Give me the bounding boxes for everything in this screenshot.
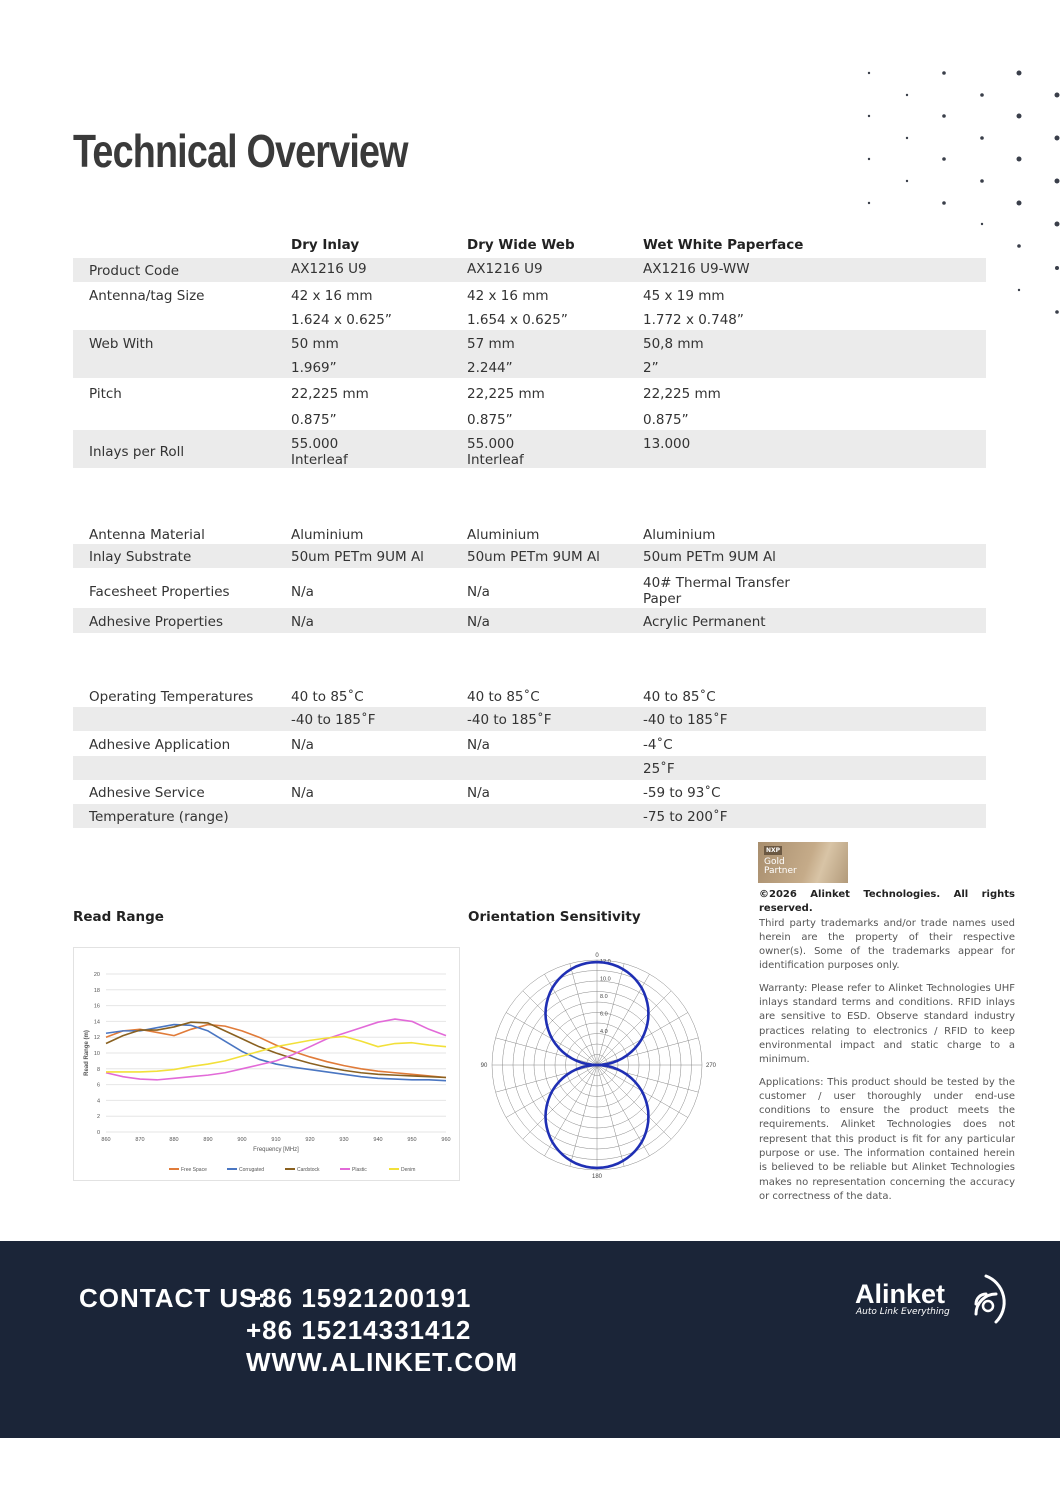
page-title: Technical Overview: [73, 125, 408, 177]
y-tick-label: 8: [96, 1066, 100, 1073]
column-header-dry-inlay: Dry Inlay: [291, 237, 360, 253]
cell: 1.969”: [291, 360, 337, 376]
orientation-polar-chart: [470, 952, 720, 1180]
legend-label: Denim: [401, 1167, 416, 1173]
table-row: [73, 430, 986, 468]
y-tick-label: 6: [96, 1082, 100, 1089]
y-tick-label: 18: [93, 987, 100, 994]
copyright-notice: ©2026 Alinket Technologies. All rights reserved.: [759, 889, 1015, 915]
y-tick-label: 20: [93, 972, 100, 978]
cell: 0.875”: [291, 412, 337, 428]
row-label: Adhesive Service: [89, 785, 205, 801]
row-label: Inlays per Roll: [89, 444, 185, 460]
x-tick-label: 880: [169, 1137, 179, 1143]
table-row: [73, 405, 986, 430]
table-row: [73, 568, 986, 608]
cell: 45 x 19 mm: [643, 288, 725, 304]
badge-line-1: Gold: [764, 857, 785, 867]
table-row: [73, 306, 986, 330]
x-tick-label: 870: [135, 1137, 145, 1143]
table-row: [73, 608, 986, 633]
table-row: [73, 330, 986, 354]
read-range-chart-box: [73, 947, 460, 1181]
row-label: Operating Temperatures: [89, 689, 254, 705]
table-row: [73, 258, 986, 282]
angle-label: 90: [480, 1063, 488, 1069]
logo-tagline: Auto Link Everything: [856, 1307, 950, 1317]
contact-label: CONTACT US:: [79, 1283, 268, 1313]
cell: -75 to 200˚F: [643, 809, 728, 825]
materials-table: [73, 522, 986, 633]
website-link[interactable]: WWW.ALINKET.COM: [246, 1347, 519, 1377]
legend-label: Plastic: [352, 1167, 367, 1173]
cell: 40 to 85˚C: [291, 689, 364, 705]
y-tick-label: 0: [96, 1130, 100, 1136]
cell: Aluminium: [291, 527, 364, 543]
cell: 25˚F: [643, 761, 675, 777]
badge-line-2: Partner: [764, 866, 797, 876]
y-tick-label: 14: [93, 1019, 100, 1026]
cell: N/a: [467, 785, 490, 801]
legend-label: Free Space: [181, 1167, 207, 1173]
applications-notice: Applications: This product should be tested by the customer / user thoroughly under end-use conditions to ensure the product meets the requirements. Alinket Technologies does not represent that this product is fit for any particular purpose or use. The information contained herein is believed to be reliable but Alinket Technologies makes no representation concerning the accuracy or correctness of the data.: [759, 1076, 1015, 1202]
wireless-signal-icon: [962, 1270, 1018, 1330]
cell: AX1216 U9: [291, 261, 367, 277]
cell: -59 to 93˚C: [643, 785, 721, 801]
polar-grid-spoke: [523, 991, 597, 1065]
cell: N/a: [467, 584, 490, 600]
cell: 2.244”: [467, 360, 513, 376]
polar-grid-spoke: [597, 991, 671, 1065]
polar-grid-spoke: [597, 1065, 624, 1166]
temperature-table: [73, 684, 986, 828]
y-tick-label: 12: [93, 1035, 100, 1042]
cell: Aluminium: [643, 527, 716, 543]
table-row: [73, 684, 986, 707]
warranty-notice: Warranty: Please refer to Alinket Technologies UHF inlays standard terms and conditions. RFID inlays are sensitive to ESD. Observe standard industry practices relating to electronics / RFID to keep environmental impact and static charge to a minimum.: [759, 982, 1015, 1066]
legend-label: Cardstock: [297, 1167, 320, 1173]
cell: 55.000: [467, 436, 515, 452]
y-tick-label: 2: [96, 1114, 100, 1121]
cell: Interleaf: [291, 452, 348, 468]
polar-grid-spoke: [597, 1038, 698, 1065]
radial-tick-label: 4.0: [600, 1029, 608, 1035]
table-row: [73, 378, 986, 405]
nxp-gold-partner-badge: [758, 842, 848, 883]
row-label: Adhesive Properties: [89, 614, 224, 630]
radial-tick-label: 12.0: [600, 959, 611, 965]
table-row: [73, 804, 986, 828]
row-label: Facesheet Properties: [89, 584, 230, 600]
cell: 22,225 mm: [467, 386, 545, 402]
row-label: Adhesive Application: [89, 737, 231, 753]
read-range-heading: Read Range: [73, 909, 164, 925]
cell: Acrylic Permanent: [643, 614, 766, 630]
legend-label: Corrugated: [239, 1167, 265, 1173]
polar-grid-spoke: [597, 1065, 698, 1092]
polar-grid-spoke: [597, 1065, 671, 1139]
x-tick-label: 860: [101, 1137, 111, 1143]
footer: [0, 1241, 1060, 1438]
table-row: [73, 707, 986, 731]
orientation-heading: Orientation Sensitivity: [468, 909, 641, 925]
cell: 22,225 mm: [643, 386, 721, 402]
y-axis-label: Read Range (m): [84, 1030, 90, 1076]
cell: 1.654 x 0.625”: [467, 312, 568, 328]
cell: N/a: [291, 614, 314, 630]
cell: N/a: [467, 614, 490, 630]
column-header-wet-white-paperface: Wet White Paperface: [643, 237, 804, 253]
cell: N/a: [467, 737, 490, 753]
cell: AX1216 U9-WW: [643, 261, 750, 277]
angle-label: 270: [705, 1063, 717, 1069]
x-tick-label: 910: [271, 1137, 281, 1143]
cell: Aluminium: [467, 527, 540, 543]
cell: 0.875”: [643, 412, 689, 428]
y-tick-label: 16: [93, 1003, 100, 1010]
cell: 50,8 mm: [643, 336, 704, 352]
polar-grid-spoke: [570, 1065, 597, 1166]
x-tick-label: 890: [203, 1137, 213, 1143]
table-row: [73, 282, 986, 306]
table-header: [73, 234, 986, 258]
phone-number-2[interactable]: +86 15214331412: [246, 1315, 472, 1345]
row-label: Temperature (range): [89, 809, 229, 825]
series-line-free-space: [106, 1025, 446, 1078]
angle-label: 0: [595, 953, 599, 959]
polar-grid-spoke: [496, 1065, 597, 1092]
cell: 1.772 x 0.748”: [643, 312, 744, 328]
cell: N/a: [291, 737, 314, 753]
cell: -40 to 185˚F: [467, 712, 552, 728]
cell: Paper: [643, 591, 682, 607]
table-row: [73, 756, 986, 780]
table-row: [73, 522, 986, 544]
table-row: [73, 544, 986, 568]
cell: 40# Thermal Transfer: [643, 575, 790, 591]
cell: 40 to 85˚C: [467, 689, 540, 705]
cell: Interleaf: [467, 452, 524, 468]
series-line-denim: [106, 1036, 446, 1072]
x-tick-label: 900: [237, 1137, 247, 1143]
row-label: Antenna Material: [89, 527, 205, 543]
cell: 2”: [643, 360, 659, 376]
trademark-notice: Third party trademarks and/or trade names used herein are the property of their respective owner(s). Some of the trademarks appear for identification purposes only.: [759, 917, 1015, 972]
cell: 22,225 mm: [291, 386, 369, 402]
row-label: Pitch: [89, 386, 122, 402]
cell: 13.000: [643, 436, 691, 452]
cell: 42 x 16 mm: [467, 288, 549, 304]
x-tick-label: 940: [373, 1137, 383, 1143]
cell: 42 x 16 mm: [291, 288, 373, 304]
table-row: [73, 780, 986, 804]
y-tick-label: 4: [96, 1098, 100, 1105]
read-range-chart: [74, 948, 459, 1180]
cell: 40 to 85˚C: [643, 689, 716, 705]
row-label: Antenna/tag Size: [89, 288, 205, 304]
x-tick-label: 960: [441, 1137, 451, 1143]
cell: 1.624 x 0.625”: [291, 312, 392, 328]
radial-tick-label: 8.0: [600, 994, 608, 1000]
x-axis-label: Frequency [MHz]: [253, 1147, 299, 1153]
x-tick-label: 920: [305, 1137, 315, 1143]
cell: N/a: [291, 785, 314, 801]
spec-table: [73, 234, 986, 468]
row-label: Product Code: [89, 263, 180, 279]
column-header-dry-wide-web: Dry Wide Web: [467, 237, 575, 253]
cell: N/a: [291, 584, 314, 600]
cell: 0.875”: [467, 412, 513, 428]
cell: -40 to 185˚F: [291, 712, 376, 728]
angle-label: 180: [591, 1174, 603, 1180]
cell: 50 mm: [291, 336, 339, 352]
cell: -4˚C: [643, 737, 673, 753]
radial-tick-label: 6.0: [600, 1011, 608, 1018]
table-row: [73, 731, 986, 756]
polar-grid-spoke: [523, 1065, 597, 1139]
cell: 57 mm: [467, 336, 515, 352]
cell: 50um PETm 9UM Al: [643, 549, 776, 565]
nxp-logo: NXP: [766, 847, 781, 854]
x-tick-label: 930: [339, 1137, 349, 1143]
table-row: [73, 354, 986, 378]
cell: -40 to 185˚F: [643, 712, 728, 728]
y-tick-label: 10: [93, 1051, 100, 1057]
polar-grid-spoke: [570, 964, 597, 1065]
cell: 55.000: [291, 436, 339, 452]
alinket-logo: Alinket: [855, 1279, 946, 1309]
row-label: Web With: [89, 336, 154, 352]
cell: 50um PETm 9UM Al: [291, 549, 424, 565]
cell: 50um PETm 9UM Al: [467, 549, 600, 565]
polar-grid-spoke: [496, 1038, 597, 1065]
radial-tick-label: 10.0: [600, 976, 611, 983]
x-tick-label: 950: [407, 1137, 417, 1143]
legal-notes: [759, 888, 1015, 1212]
cell: AX1216 U9: [467, 261, 543, 277]
row-label: Inlay Substrate: [89, 549, 192, 565]
phone-number-1[interactable]: +86 15921200191: [246, 1283, 472, 1313]
